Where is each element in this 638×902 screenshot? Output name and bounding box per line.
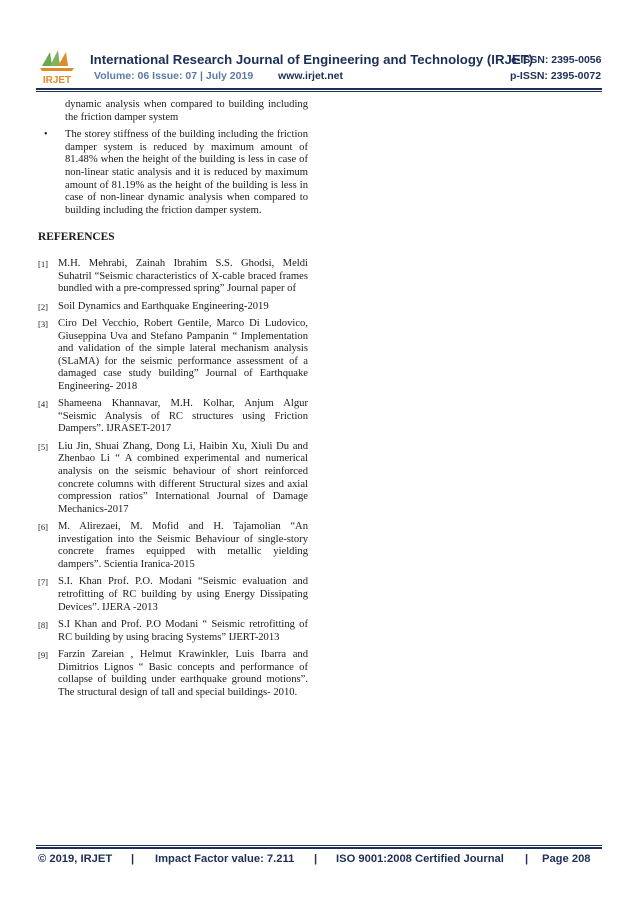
- reference-item: [38, 576, 308, 614]
- reference-text: S.I. Khan Prof. P.O. Modani “Seismic evaluation and retrofitting of RC building by using Energy Dissipating Devices”. IJERA -2013: [58, 576, 308, 613]
- reference-item: [38, 318, 308, 394]
- bullet-text: The storey stiffness of the building including the friction damper system is reduced by maximum amount of 81.48% when the height of the building is less in case of non-linear static analysis and it is reduced by maximum amount of 81.19% as the height of the building is less in case of non-linear dynamic analysis when compared to building including the friction damper system.: [65, 129, 308, 216]
- reference-item: [38, 649, 308, 699]
- reference-item: [38, 398, 308, 436]
- reference-list: [38, 258, 308, 699]
- reference-item: [38, 441, 308, 517]
- reference-item: [38, 619, 308, 644]
- reference-item: [38, 521, 308, 571]
- journal-title: International Research Journal of Engineering and Technology (IRJET): [90, 52, 534, 67]
- p-issn: p-ISSN: 2395-0072: [510, 70, 602, 82]
- reference-number: [9]: [38, 649, 49, 660]
- reference-number: [8]: [38, 619, 49, 630]
- reference-text: Soil Dynamics and Earthquake Engineering-2019: [58, 300, 269, 312]
- irjet-logo-icon: [36, 46, 78, 86]
- volume-issue: Volume: 06 Issue: 07 | July 2019: [94, 70, 254, 82]
- reference-text: Farzin Zareian , Helmut Krawinkler, Luis Ibarra and Dimitrios Lignos “ Basic concepts and performance of collapse of building under earthquake ground motions”. The structural design of tall and special buildings- 2010.: [58, 648, 308, 698]
- journal-website: www.irjet.net: [278, 70, 343, 82]
- left-column: [38, 99, 308, 704]
- reference-text: M.H. Mehrabi, Zainah Ibrahim S.S. Ghodsi, Meldi Suhatril “Seismic characteristics of X-cable braced frames bundled with a pre-compressed spring” Journal paper of: [58, 257, 308, 295]
- footer-divider: [36, 847, 602, 849]
- reference-number: [2]: [38, 301, 49, 312]
- irjet-logo: [36, 46, 78, 86]
- bullet-icon: •: [44, 129, 48, 141]
- footer-separator: |: [525, 853, 529, 865]
- reference-text: S.I Khan and Prof. P.O Modani “ Seismic retrofitting of RC building by using bracing Systems” IJERT-2013: [58, 618, 308, 643]
- header-divider: [36, 88, 602, 90]
- references-heading: REFERENCES: [38, 231, 115, 244]
- reference-text: M. Alirezaei, M. Mofid and H. Tajamolian “An investigation into the Seismic Behaviour of single-story concrete frames equipped with metallic yielding dampers”. Scientia Iranica-2015: [58, 521, 308, 570]
- reference-number: [4]: [38, 399, 49, 410]
- footer-divider-thin: [36, 845, 602, 846]
- reference-number: [3]: [38, 318, 49, 329]
- reference-item: [38, 258, 308, 296]
- continuation-paragraph: dynamic analysis when compared to building including the friction damper system: [65, 99, 308, 123]
- header-divider-thin: [36, 91, 602, 92]
- reference-number: [5]: [38, 441, 49, 452]
- reference-item: [38, 301, 308, 314]
- footer-separator: |: [131, 853, 135, 865]
- footer-iso-certification: ISO 9001:2008 Certified Journal: [336, 853, 504, 865]
- footer-copyright: © 2019, IRJET: [38, 853, 113, 865]
- svg-text:IRJET: IRJET: [42, 75, 72, 86]
- footer-page-number: Page 208: [542, 853, 591, 865]
- reference-text: Shameena Khannavar, M.H. Kolhar, Anjum Algur “Seismic Analysis of RC structures using Friction Dampers”. IJRASET-2017: [58, 398, 308, 435]
- footer-separator: |: [314, 853, 318, 865]
- bullet-item: [44, 129, 308, 217]
- reference-number: [7]: [38, 577, 49, 588]
- reference-number: [1]: [38, 258, 49, 269]
- reference-text: Liu Jin, Shuai Zhang, Dong Li, Haibin Xu, Xiuli Du and Zhenbao Li “ A combined experimental and numerical analysis on the seismic behaviour of short reinforced concrete columns with different Structural sizes and axial compression ratios” International Journal of Damage Mechanics-2017: [58, 440, 308, 515]
- e-issn: e-ISSN: 2395-0056: [511, 54, 602, 66]
- reference-number: [6]: [38, 522, 49, 533]
- reference-text: Ciro Del Vecchio, Robert Gentile, Marco Di Ludovico, Giuseppina Uva and Stefano Pampanin “ Implementation and validation of the simple lateral mechanism analysis (SLaMA) for the seismic performance assessment of a damaged case study building” Journal of Earthquake Engineering- 2018: [58, 317, 308, 392]
- footer-impact-factor: Impact Factor value: 7.211: [155, 853, 295, 865]
